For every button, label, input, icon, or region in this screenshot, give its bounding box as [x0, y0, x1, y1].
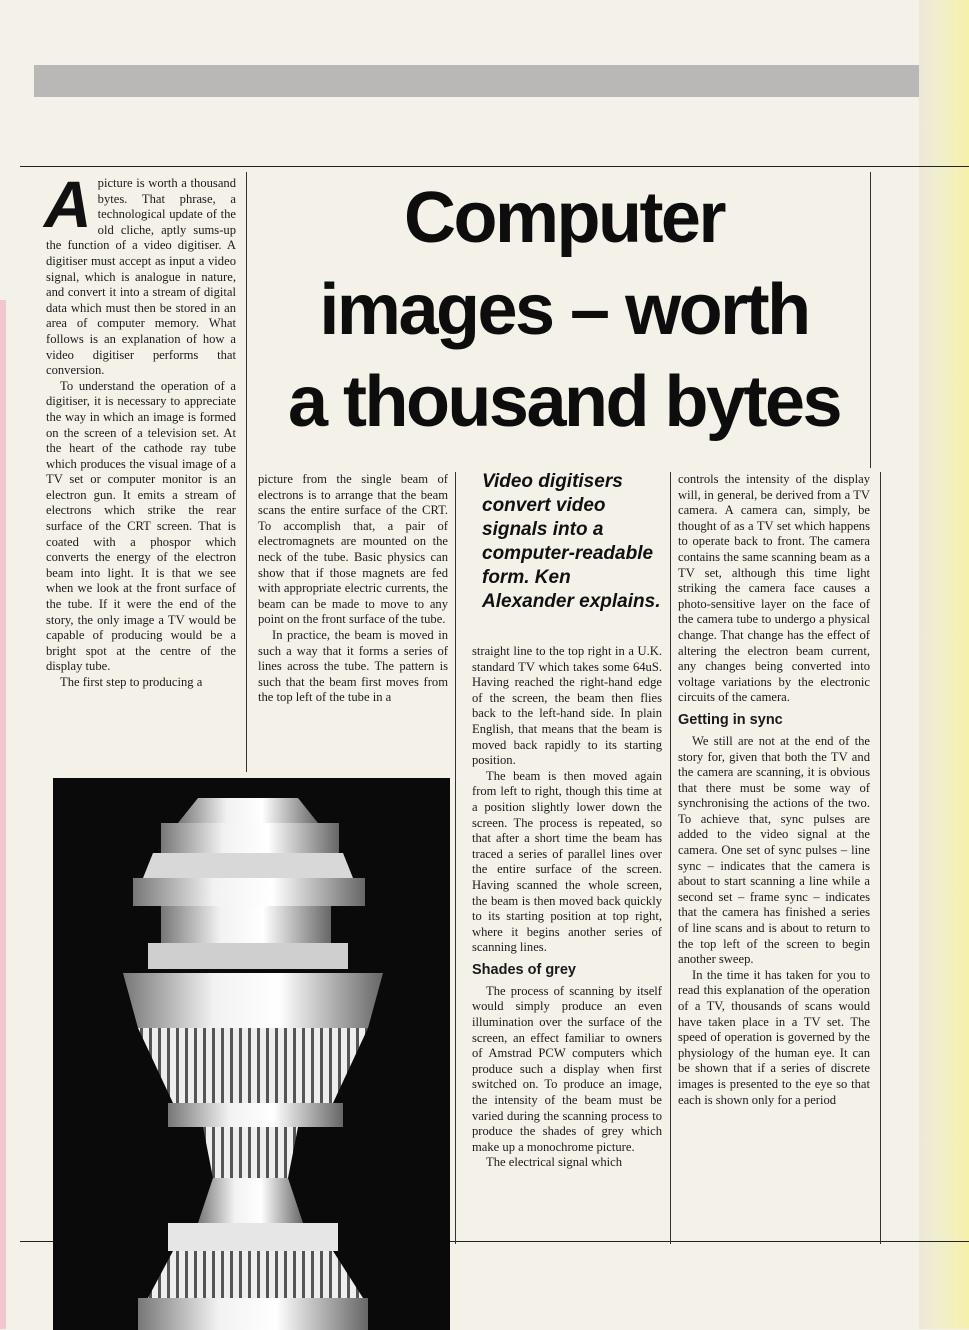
body-paragraph: To understand the operation of a digitiser, it is necessary to appreciate the way in which an image is formed on the screen of a television set. At the heart of the cathode ray tube which produces the visual image of a TV set or computer monitor is an electron gun. It emits a stream of electrons which strike the rear surface of the CRT screen. That is coated with a phospor which converts the energy of the electron beam into light. It is that we see when we look at the front surface of the tube. If it were the end of the story, the only image a TV would be capable of producing would be a bright spot at the centre of the display tube. — [46, 378, 236, 674]
headline-line: Computer — [404, 178, 724, 258]
chess-piece-illustration — [53, 778, 450, 1330]
lead-paragraph — [44, 167, 236, 379]
headline-line: images – worth — [319, 270, 809, 350]
body-paragraph: In the time it has taken for you to read this explanation of the operation of a TV, thousands of scans would have taken place in a TV set. The speed of operation is governed by the physiology of the human eye. It can be shown that if a series of discrete images is presented to the eye so that each is shown only for a period — [678, 967, 870, 1107]
body-paragraph: picture from the single beam of electrons is to arrange that the beam scans the entire surface of the CRT. To accomplish that, a pair of electromagnets are mounted on the neck of the tube. Basic physics can show that if those magnets are fed with appropriate electric currents, the beam can be made to move to any point on the front surface of the tube. — [258, 472, 448, 627]
article-column-3 — [472, 644, 662, 1171]
body-paragraph: The process of scanning by itself would simply produce an even illumination over the surface of the screen, an effect familiar to owners of Amstrad PCW computers which produce such a display when first switched on. To produce an image, the intensity of the beam must be varied during the scanning process to produce the shades of grey which make up a monochrome picture. — [472, 983, 662, 1154]
column-divider — [246, 172, 247, 772]
article-standfirst: Video digitisers convert video signals into a computer-readable form. Ken Alexander explains. — [482, 471, 661, 612]
body-paragraph: The first step to producing a — [60, 675, 203, 689]
top-rule — [20, 166, 969, 167]
article-column-2 — [258, 472, 448, 706]
subheading: Getting in sync — [678, 711, 783, 728]
body-paragraph: The beam is then moved again from left to right, though this time at a position slightly lower down the screen. The process is repeated, so that after a short time the beam has traced a series of parallel lines over the entire surface of the screen. Having scanned the whole screen, the beam is then moved back quickly to its starting position at top right, where it begins another series of scanning lines. — [472, 768, 662, 955]
body-paragraph: The electrical signal which — [486, 1155, 623, 1170]
page-edge — [919, 0, 969, 1329]
body-paragraph: We still are not at the end of the story for, given that both the TV and the camera are scanning, it is obvious that there must be some way of synchronising the actions of the two. To achieve that, sync pulses are added to the video signal at the camera. One set of sync pulses – line sync – indicates that the camera is about to start scanning a line while a second set – frame sync – indicates that the camera has finished a series of line scans and is about to return to the top left of the screen to begin another sweep. — [678, 733, 870, 967]
lead-text: picture is worth a thousand bytes. That phrase, a technological update of the old cliche, aptly sums-up the function of a video digitiser. A digitiser must accept as input a video signal, which is analogue in nature, and convert it into a stream of digital data which must then be stored in an area of computer memory. What follows is an explanation of how a video digitiser performs that conversion. — [46, 176, 236, 378]
drop-cap: A — [44, 167, 92, 241]
headline-line: a thousand bytes — [287, 362, 841, 442]
header-band — [34, 65, 919, 97]
subheading: Shades of grey — [472, 961, 576, 978]
column-divider — [455, 472, 456, 1244]
column-divider — [670, 472, 671, 1244]
body-paragraph: controls the intensity of the display will, in general, be derived from a TV camera. A camera can, simply, be thought of as a TV set which happens to operate back to front. The camera contains the same scanning beam as a TV set, although this time light striking the camera face causes a photo-sensitive layer on the face of the camera tube to undergo a physical change. That change has the effect of altering the electron beam current, any changes being converted into voltage variations by the electronic circuits of the camera. — [678, 472, 870, 705]
article-column-1 — [44, 167, 236, 691]
digitised-chess-piece-image — [53, 778, 450, 1330]
column-divider — [880, 472, 881, 1244]
article-headline — [256, 172, 872, 448]
body-paragraph: straight line to the top right in a U.K. standard TV which takes some 64uS. Having reached the right-hand edge of the screen, the beam then flies back to the left-hand side. In plain English, that means that the beam is moved back rapidly to its starting position. — [472, 644, 662, 768]
body-paragraph: In practice, the beam is moved in such a way that it forms a series of lines across the tube. The pattern is such that the beam first moves from the top left of the tube in a — [258, 627, 448, 705]
page-edge-left — [0, 300, 6, 1329]
article-column-4 — [678, 472, 870, 1108]
